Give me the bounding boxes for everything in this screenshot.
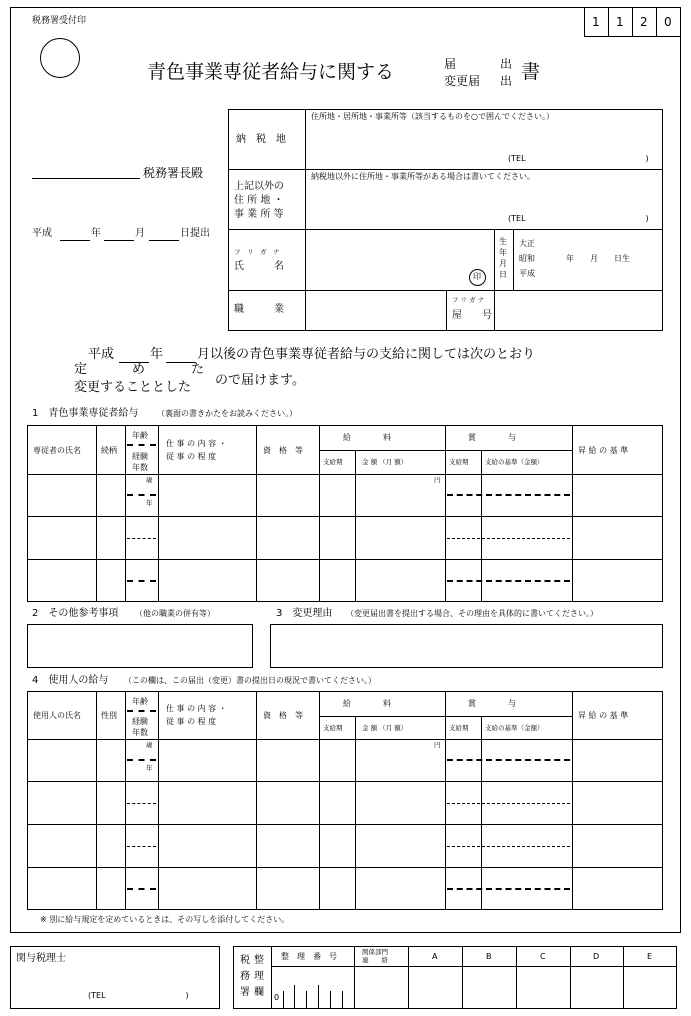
other-address-label-2: 住 所 地 ・	[234, 195, 284, 206]
sec4-col-salary: 給 料	[343, 699, 391, 708]
form-number-3: 2	[640, 15, 648, 29]
stamp-circle-icon	[40, 38, 80, 78]
office-col-a: A	[432, 952, 438, 961]
sec4-sub-amount: 金 額 （月 額）	[362, 724, 408, 732]
statement-line3: ので届けます。	[215, 373, 305, 388]
shop-name-input[interactable]	[496, 292, 661, 329]
sec1-col-bonus: 賞 与	[468, 433, 516, 442]
sec1-col-name: 専従者の氏名	[33, 446, 81, 455]
statement-sadame-2: め	[132, 362, 146, 377]
name-furigana-label: フ リ ガ ナ	[234, 248, 280, 256]
ref-number-label: 整 理 番 号	[281, 952, 337, 961]
sec1-col-age: 年齢	[132, 431, 148, 440]
sec4-sub-period: 支給期	[323, 724, 343, 732]
form-number-4: 0	[664, 15, 672, 29]
footnote: ※ 別に給与規定を定めているときは、その写しを添付してください。	[40, 915, 290, 924]
accountant-label: 関与税理士	[16, 953, 66, 964]
sec4-col-qual: 資 格 等	[263, 711, 303, 720]
sec4-col-exp: 経験	[132, 717, 148, 726]
office-col-e: E	[647, 952, 653, 961]
sec2-heading: 2 その他参考事項	[32, 608, 119, 619]
birth-label: 生年月日	[499, 237, 507, 279]
sec2-note: （他の職業の併有等）	[135, 609, 215, 618]
sec1-col-salary: 給 料	[343, 433, 391, 442]
shop-name-label: 屋 号	[452, 310, 492, 321]
dept-label-1: 関係部門	[362, 948, 388, 956]
sec4-unit-year: 年	[146, 764, 153, 772]
form-title: 青色事業専従者給与に関する	[147, 61, 395, 83]
sec4-col-raise: 昇 給 の 基 準	[578, 711, 629, 720]
sec4-table	[27, 691, 663, 910]
ref-number-zero: 0	[274, 993, 280, 1002]
sec1-note: （裏面の書きかたをお読みください。）	[157, 409, 297, 418]
office-col-b: B	[486, 952, 492, 961]
office-label-6: 欄	[254, 987, 264, 998]
title-henkotodoke: 変更届	[444, 74, 481, 88]
sec1-col-exp-years: 年数	[132, 463, 148, 472]
sec1-col-qual: 資 格 等	[263, 446, 303, 455]
statement-sadame-3: た	[191, 362, 205, 377]
dept-label-2: 連 絡	[362, 956, 388, 964]
other-address-input[interactable]	[306, 186, 662, 212]
sec2-input[interactable]	[27, 624, 253, 668]
sec4-col-work-1: 仕 事 の 内 容 ・	[166, 704, 227, 713]
statement-year: 年	[150, 347, 164, 362]
sec1-col-work-2: 従 事 の 程 度	[166, 452, 217, 461]
statement-line1: 月以後の青色事業専従者給与の支給に関しては次のとおり	[197, 347, 536, 362]
sec4-col-work-2: 従 事 の 程 度	[166, 717, 217, 726]
title-shutsu-1: 出	[500, 57, 513, 71]
sec1-sub-amount: 金 額 （月 額）	[362, 458, 408, 466]
sec1-unit-year: 年	[146, 499, 153, 507]
birth-ymd: 年 月 日生	[566, 254, 630, 263]
office-col-d: D	[593, 952, 600, 961]
title-sho: 書	[521, 61, 541, 83]
name-label: 氏 名	[234, 261, 284, 272]
sec4-unit-age: 歳	[146, 741, 153, 749]
accountant-tel: (TEL )	[88, 991, 189, 1000]
other-address-label-1: 上記以外の	[234, 181, 284, 192]
address-label: 納 税 地	[236, 134, 286, 145]
sec1-unit-age: 歳	[146, 476, 153, 484]
sec4-col-name: 使用人の氏名	[33, 711, 81, 720]
title-todoke: 届	[444, 57, 457, 71]
date-day-label: 日提出	[180, 228, 210, 239]
sec4-col-bonus: 賞 与	[468, 699, 516, 708]
sec4-heading: 4 使用人の給与	[32, 675, 109, 686]
statement-henko: 変更することとした	[74, 380, 192, 395]
tax-office-label: 税務署長殿	[143, 166, 204, 180]
date-prefix: 平成	[32, 228, 52, 239]
office-label-1: 税	[240, 955, 250, 966]
sec4-sub-bperiod: 支給期	[449, 724, 469, 732]
sec1-unit-yen: 円	[434, 476, 441, 484]
statement-sadame-1: 定	[74, 362, 88, 377]
office-label-5: 理	[254, 971, 264, 982]
office-label-4: 整	[254, 955, 264, 966]
sec1-sub-bperiod: 支給期	[449, 458, 469, 466]
address-tel: (TEL )	[508, 154, 649, 163]
sec1-sub-basis: 支給の基準（金額）	[485, 458, 544, 466]
sec1-heading: 1 青色事業専従者給与	[32, 408, 139, 419]
sec1-col-raise: 昇 給 の 基 準	[578, 446, 629, 455]
era-heisei[interactable]: 平成	[519, 269, 535, 278]
sec1-sub-period: 支給期	[323, 458, 343, 466]
date-month-field[interactable]	[104, 240, 134, 241]
office-label-2: 務	[240, 971, 250, 982]
sec4-sub-basis: 支給の基準（金額）	[485, 724, 544, 732]
sec4-unit-yen: 円	[434, 741, 441, 749]
sec1-col-rel: 続柄	[101, 446, 117, 455]
sec4-col-sex: 性別	[101, 711, 117, 720]
address-note: 住所地・居所地・事業所等（該当するものを○で囲んでください。）	[311, 112, 554, 121]
sec3-input[interactable]	[270, 624, 663, 668]
shop-furigana-label: フ リ ガ ナ	[452, 296, 485, 304]
date-year-field[interactable]	[60, 240, 90, 241]
name-input[interactable]	[306, 232, 456, 287]
form-number-2: 1	[616, 15, 624, 29]
other-address-tel: (TEL )	[508, 214, 649, 223]
office-label-3: 署	[240, 987, 250, 998]
sec1-table	[27, 425, 663, 602]
office-col-c: C	[540, 952, 546, 961]
sec4-note: （この欄は、この届出（変更）書の提出日の現況で書いてください。）	[124, 676, 376, 685]
date-month-label: 月	[135, 228, 145, 239]
sec3-heading: 3 変更理由	[276, 608, 333, 619]
title-shutsu-2: 出	[500, 74, 513, 88]
era-taisho[interactable]: 大正	[519, 239, 535, 248]
seal-label: 印	[473, 272, 481, 281]
occupation-input[interactable]	[306, 292, 444, 329]
date-year-label: 年	[91, 228, 101, 239]
tax-office-field[interactable]	[32, 178, 140, 179]
address-input[interactable]	[306, 126, 662, 152]
sec1-col-work-1: 仕 事 の 内 容 ・	[166, 439, 227, 448]
occupation-label: 職 業	[234, 304, 284, 315]
era-showa[interactable]: 昭和	[519, 254, 535, 263]
sec4-col-exp-years: 年数	[132, 728, 148, 737]
sec3-note: （変更届出書を提出する場合、その理由を具体的に書いてください。）	[346, 609, 598, 618]
statement-era: 平成	[88, 347, 115, 362]
date-day-field[interactable]	[149, 240, 179, 241]
sec4-col-age: 年齢	[132, 697, 148, 706]
other-address-note: 納税地以外に住所地・事業所等がある場合は書いてください。	[311, 172, 535, 181]
other-address-label-3: 事 業 所 等	[234, 209, 284, 220]
form-number-1: 1	[592, 15, 600, 29]
sec1-col-exp: 経験	[132, 452, 148, 461]
stamp-label: 税務署受付印	[32, 16, 87, 26]
